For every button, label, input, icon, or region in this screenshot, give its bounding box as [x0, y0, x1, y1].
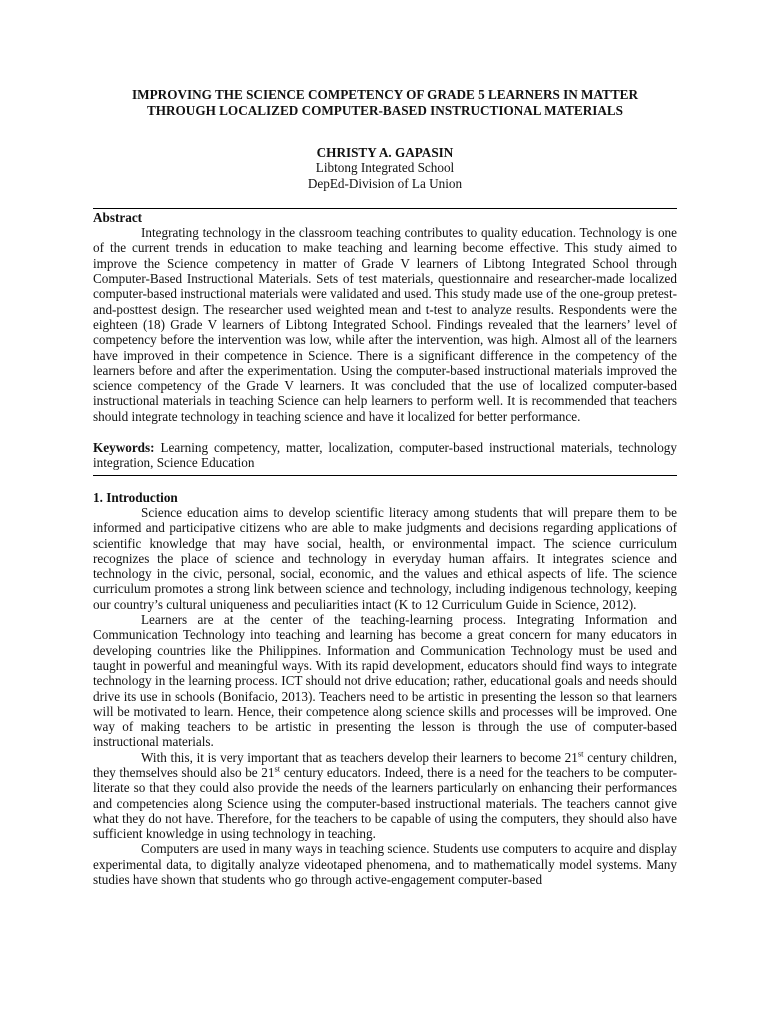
abstract-text: Integrating technology in the classroom teaching contributes to quality education. Technology is one of the current trends in education to make teaching and learning become effective. This study aimed to improve the Science competency in matter of Grade V learners of Libtong Integrated School through Computer-Based Instructional Materials. Sets of test materials, questionnaire and researcher-made localized computer-based instructional materials were validated and used. This study made use of the one-group pretest-and-posttest design. The researcher used weighted mean and t-test to analyze results. Respondents were the eighteen (18) Grade V learners of Libtong Integrated School. Findings revealed that the learners’ level of competency before the intervention was low, while after the intervention, was high. Almost all of the learners have improved in their competence in Science. There is a significant difference in the competency of the learners before and after the experimentation. Using the computer-based instructional materials improved the science competency of the Grade V learners. It was concluded that the use of localized computer-based instructional materials in teaching Science can help learners to perform well. It is recommended that teachers should integrate technology in teaching science and have it localized for better performance. [93, 225, 677, 424]
affiliation-division: DepEd-Division of La Union [307, 175, 463, 191]
p3-part-a: With this, it is very important that as teachers develop their learners to become 21 [141, 749, 578, 765]
p3-superscript-1: st [577, 748, 584, 759]
introduction-heading: 1. Introduction [93, 489, 178, 505]
intro-paragraph-1: Science education aims to develop scientific literacy among students that will prepare them to be informed and participative citizens who are able to make judgments and decisions regarding applications of scientific knowledge that may have social, health, or environmental impact. The science curriculum recognizes the place of science and technology in everyday human affairs. It integrates science and technology in the civic, personal, social, economic, and the values and ethical aspects of life. The science curriculum promotes a strong link between science and technology, including indigenous technology, keeping our country’s cultural uniqueness and peculiarities intact (K to 12 Curriculum Guide in Science, 2012). [93, 504, 677, 612]
keywords-text: Learning competency, matter, localization, computer-based instructional materials, technology integration, Science Education [93, 440, 677, 471]
divider-top [93, 208, 677, 209]
intro-paragraph-2: Learners are at the center of the teaching-learning process. Integrating Information and Communication Technology into teaching and learning has become a great concern for many educators in developing countries like the Philippines. Information and Communication Technology must be used and taught in powerful and meaningful ways. With its rapid development, educators should find ways to integrate technology in the learning process. ICT should not drive education; rather, educational goals and needs should drive its use in schools (Bonifacio, 2013). Teachers need to be artistic in presenting the lesson so that learners will be motivated to learn. Hence, their competence along science skills and processes will be improved. One way of making teachers to be artistic in presenting the lesson is through the use of computer-based instructional materials. [93, 612, 677, 750]
divider-bottom [93, 475, 677, 476]
author-name: CHRISTY A. GAPASIN [316, 145, 454, 160]
intro-paragraph-4: Computers are used in many ways in teaching science. Students use computers to acquire and display experimental data, to digitally analyze videotaped phenomena, and to mathematically model systems. Many studies have shown that students who go through active-engagement computer-based [93, 841, 677, 888]
keywords-line [93, 440, 677, 471]
p3-part-b: century children, they themselves should also be 21 [93, 749, 677, 780]
abstract-heading: Abstract [93, 209, 143, 225]
paper-title [93, 87, 677, 118]
title-line-1: IMPROVING THE SCIENCE COMPETENCY OF GRADE 5 LEARNERS IN MATTER [132, 87, 638, 102]
abstract-section [93, 210, 677, 424]
affiliation-school: Libtong Integrated School [315, 160, 455, 176]
paper-page [93, 0, 677, 887]
title-line-2: THROUGH LOCALIZED COMPUTER-BASED INSTRUCTIONAL MATERIALS [146, 102, 624, 118]
p3-superscript-2: st [274, 763, 281, 774]
intro-paragraph-3 [93, 750, 677, 842]
keywords-label: Keywords: [93, 440, 155, 456]
p3-part-c: century educators. Indeed, there is a need for the teachers to be computer-literate so that they could also provide the needs of the learners particularly on enhancing their performances and competencies along Science using the computer-based instructional materials. The teachers cannot give what they do not have. Therefore, for the teachers to be capable of using the computers, they should also have sufficient knowledge in using technology in teaching. [93, 764, 677, 842]
